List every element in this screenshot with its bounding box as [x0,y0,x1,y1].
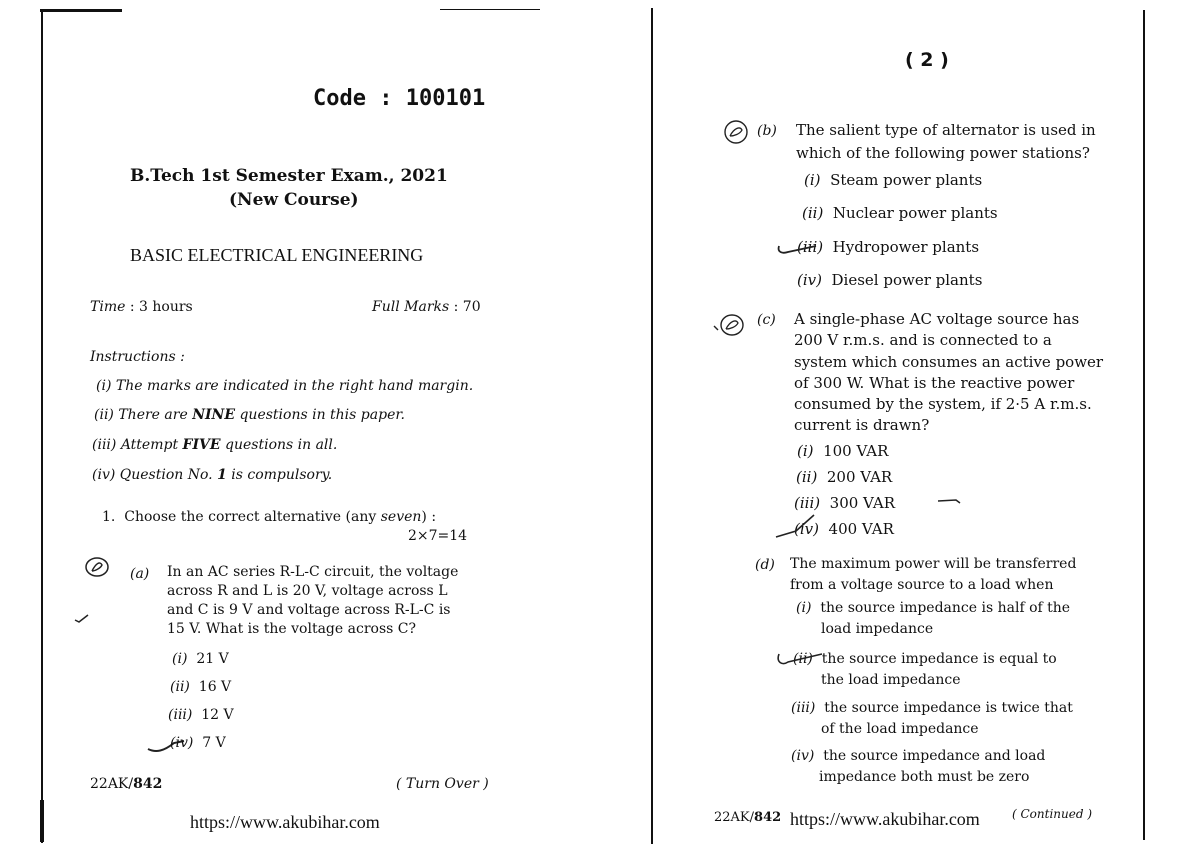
website-url[interactable]: https://www.akubihar.com [190,812,380,832]
option-text: 21 V [196,651,229,667]
option-num: (iv) [170,735,194,751]
option-continuation: the load impedance [821,672,961,688]
option-num: (iv) [791,748,815,764]
time-row [90,299,193,315]
instruction-text: questions in this paper. [235,407,405,423]
scan-edge-left [41,9,43,843]
option-text: 16 V [198,679,232,695]
handwritten-tick-mark [774,513,824,545]
marks-row [372,299,481,315]
question-1d-line: from a voltage source to a load when [790,577,1054,593]
option-text: the source impedance is twice that [824,700,1073,716]
footer-code-number: 842 [754,810,782,825]
question-1c-line: 200 V r.m.s. and is connected to a [794,331,1052,349]
option-num: (iii) [168,707,193,723]
instruction-text: The marks are indicated in the right hand margin. [115,378,474,394]
handwritten-tick-mark [776,240,820,262]
option [791,700,1073,716]
option [804,171,982,189]
option [172,651,229,667]
instruction-bold: FIVE [182,437,221,453]
footer-code-text: 22AK/ [90,776,134,792]
option-continuation: of the load impedance [821,721,979,737]
instructions-title: Instructions : [90,349,185,365]
scan-edge-left-bottom [40,800,44,842]
instruction-text: Question No. [119,467,218,483]
scan-edge-right [1143,10,1145,840]
question-1c-line: current is drawn? [794,416,930,434]
option-num: (iv) [797,271,822,289]
option-text: Diesel power plants [831,271,983,289]
option [797,238,979,256]
option-num: (ii) [802,204,824,222]
option-num: (iv) [794,520,819,538]
option [802,204,998,222]
option-num: (i) [172,651,188,667]
option-text: 100 VAR [823,442,889,460]
option [797,442,888,460]
footer-code-text: 22AK/ [714,810,755,825]
option-text: the source impedance is equal to [821,651,1057,667]
question-1a-label: (a) [130,566,150,582]
option-num: (i) [804,171,821,189]
instruction-item [96,378,473,394]
option-num: (i) [797,442,814,460]
option-text: the source impedance is half of the [820,600,1071,616]
exam-title: B.Tech 1st Semester Exam., 2021 [130,166,448,186]
option-text: 200 VAR [826,468,893,486]
marks-label: Full Marks [372,299,450,315]
option-num: (iii) [797,238,824,256]
option [791,748,1045,764]
instruction-text: is compulsory. [226,467,333,483]
question-number: 1. [102,509,116,525]
time-label: Time [90,299,126,315]
instruction-num: (ii) [94,407,114,423]
question-1b-line: which of the following power stations? [796,144,1090,162]
option-text: Hydropower plants [832,238,980,256]
instruction-num: (i) [96,378,112,394]
question-1c-line: of 300 W. What is the reactive power [794,374,1075,392]
instruction-text: Attempt [120,437,183,453]
question-1-marks: 2×7=14 [408,528,468,544]
turn-over: ( Turn Over ) [396,776,489,792]
instruction-item [94,407,405,423]
option-num: (ii) [170,679,190,695]
option [794,494,895,512]
question-1b-line: The salient type of alternator is used in [796,121,1096,139]
option-num: (ii) [796,468,818,486]
footer-code [90,776,162,792]
instruction-item [92,467,332,483]
question-1a-line: across R and L is 20 V, voltage across L [167,583,448,599]
instruction-text: questions in all. [220,437,338,453]
exam-code: Code : 100101 [313,86,486,111]
option-text: Steam power plants [830,171,983,189]
handwritten-tick-mark [776,650,824,674]
subject-title: BASIC ELECTRICAL ENGINEERING [130,245,424,265]
handwritten-circle-mark [712,312,746,342]
scan-edge-top-mid [440,9,540,10]
option [793,651,1057,667]
question-1d-label: (d) [755,557,775,573]
handwritten-dash-mark [936,490,962,509]
website-url[interactable]: https://www.akubihar.com [790,809,980,829]
option [168,707,234,723]
option-text: the source impedance and load [823,748,1046,764]
time-value: : 3 hours [129,299,193,315]
option-text: 7 V [202,735,226,751]
option [170,679,231,695]
option-num: (i) [796,600,812,616]
instruction-num: (iv) [92,467,116,483]
option [170,735,226,751]
question-1a-line: 15 V. What is the voltage across C? [167,621,416,637]
instruction-text: There are [118,407,193,423]
option-num: (ii) [793,651,813,667]
option-text: 400 VAR [828,520,894,538]
handwritten-circle-mark [82,555,112,583]
question-1c-line: system which consumes an active power [794,353,1104,371]
option [797,271,982,289]
question-1a-line: and C is 9 V and voltage across R-L-C is [167,602,451,618]
option-num: (iii) [794,494,821,512]
question-1b-label: (b) [757,123,777,139]
option-continuation: load impedance [821,621,934,637]
instruction-bold: 1 [217,467,227,483]
option-text: 12 V [201,707,234,723]
scan-edge-center [651,8,653,844]
option-text: Nuclear power plants [832,204,998,222]
footer-code-number: 842 [133,776,163,792]
page-number: ( 2 ) [905,49,949,71]
marks-value: : 70 [453,299,481,315]
handwritten-circle-mark [722,118,754,150]
scan-edge-top-left [40,9,122,12]
question-1c-line: consumed by the system, if 2·5 A r.m.s. [794,395,1092,413]
exam-course: (New Course) [229,190,359,210]
instruction-item [92,437,337,453]
option [796,468,892,486]
question-1c-label: (c) [757,312,776,328]
continued: ( Continued ) [1012,807,1093,821]
question-1d-line: The maximum power will be transferred [790,556,1077,572]
handwritten-tick-mark [74,608,90,627]
instruction-bold: NINE [192,407,236,423]
option-continuation: impedance both must be zero [819,769,1030,785]
question-1 [102,509,436,525]
question-text: Choose the correct alternative (any [124,509,381,525]
question-text: ) : [421,509,437,525]
option-num: (iii) [791,700,816,716]
option-text: 300 VAR [829,494,895,512]
footer-code [714,810,781,825]
question-1c-line: A single-phase AC voltage source has [794,310,1080,328]
question-text-italic: seven [380,509,422,525]
option [796,600,1070,616]
instruction-num: (iii) [92,437,117,453]
question-1a-line: In an AC series R-L-C circuit, the voltage [167,564,459,580]
